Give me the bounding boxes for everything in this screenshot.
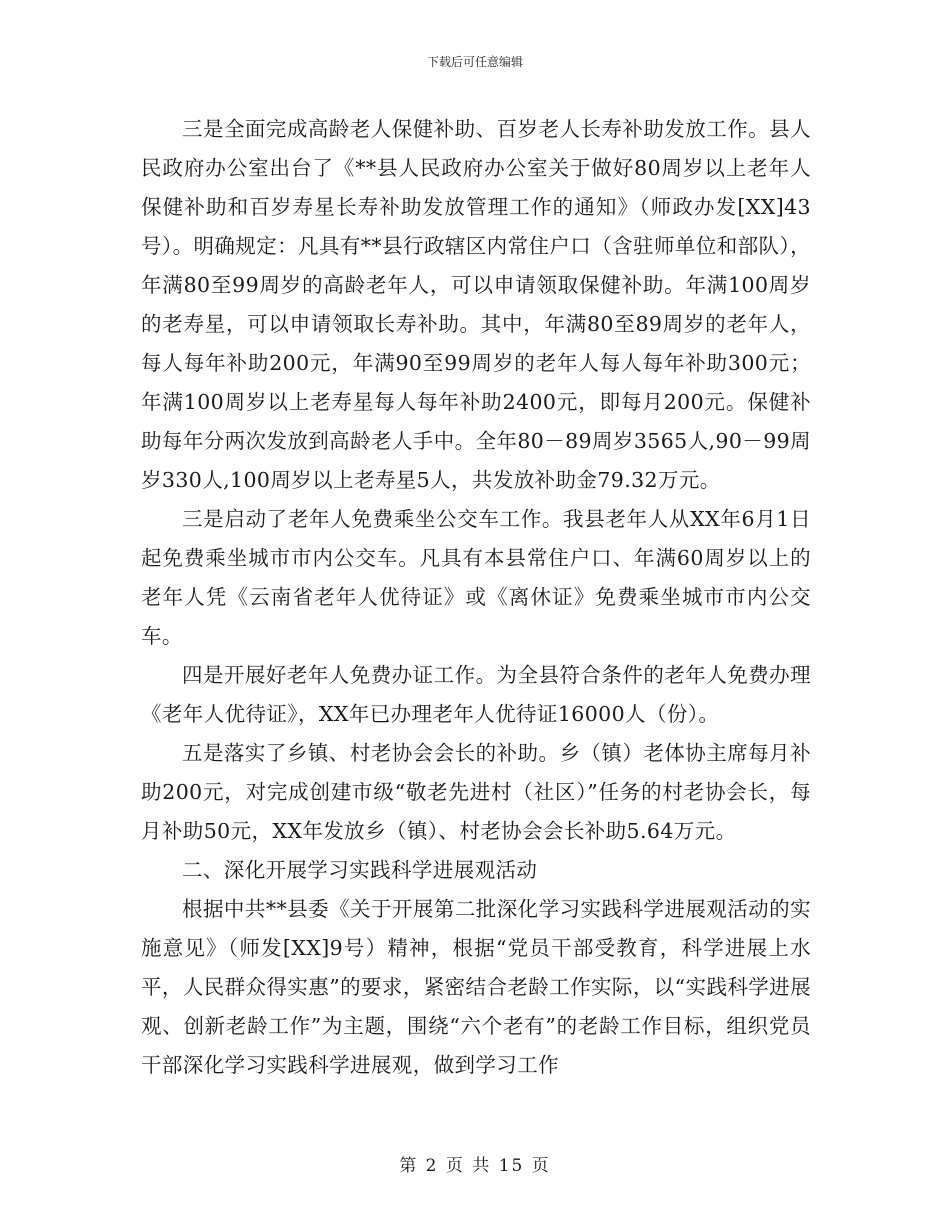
page-number-footer: 第 2 页 共 15 页 — [399, 1156, 551, 1176]
paragraph-free-certificate: 四是开展好老年人免费办证工作。为全县符合条件的老年人免费办理《老年人优待证》，XX年已办理老年人优待证16000人（份）。 — [141, 663, 811, 726]
document-body — [141, 110, 811, 1085]
page-header-note: 下载后可任意编辑 — [426, 55, 523, 69]
section-heading-scientific-development: 二、深化开展学习实践科学进展观活动 — [182, 858, 538, 882]
paragraph-free-bus: 三是启动了老年人免费乘坐公交车工作。我县老年人从XX年6月1日起免费乘坐城市市内公交车。凡具有本县常住户口、年满60周岁以上的老年人凭《云南省老年人优待证》或《离休证》免费乘坐城市市内公交车。 — [141, 507, 811, 648]
paragraph-study-practice: 根据中共**县委《关于开展第二批深化学习实践科学进展观活动的实施意见》（师发[XX]9号）精神，根据“党员干部受教育，科学进展上水平，人民群众得实惠”的要求，紧密结合老龄工作实际，以“实践科学进展观、创新老龄工作”为主题，围绕“六个老有”的老龄工作目标，组织党员干部深化学习实践科学进展观，做到学习工作 — [141, 897, 811, 1077]
paragraph-association-subsidy: 五是落实了乡镇、村老协会会长的补助。乡（镇）老体协主席每月补助200元，对完成创建市级“敬老先进村（社区）”任务的村老协会长，每月补助50元，XX年发放乡（镇）、村老协会会长补助5.64万元。 — [141, 741, 811, 843]
paragraph-elderly-health-subsidy: 三是全面完成高龄老人保健补助、百岁老人长寿补助发放工作。县人民政府办公室出台了《**县人民政府办公室关于做好80周岁以上老年人保健补助和百岁寿星长寿补助发放管理工作的通知》（师政办发[XX]43号）。明确规定：凡具有**县行政辖区内常住户口（含驻师单位和部队），年满80至99周岁的高龄老年人，可以申请领取保健补助。年满100周岁的老寿星，可以申请领取长寿补助。其中，年满80至89周岁的老年人，每人每年补助200元，年满90至99周岁的老年人每人每年补助300元；年满100周岁以上老寿星每人每年补助2400元，即每月200元。保健补助每年分两次发放到高龄老人手中。全年80－89周岁3565人,90－99周岁330人,100周岁以上老寿星5人，共发放补助金79.32万元。 — [141, 117, 811, 492]
